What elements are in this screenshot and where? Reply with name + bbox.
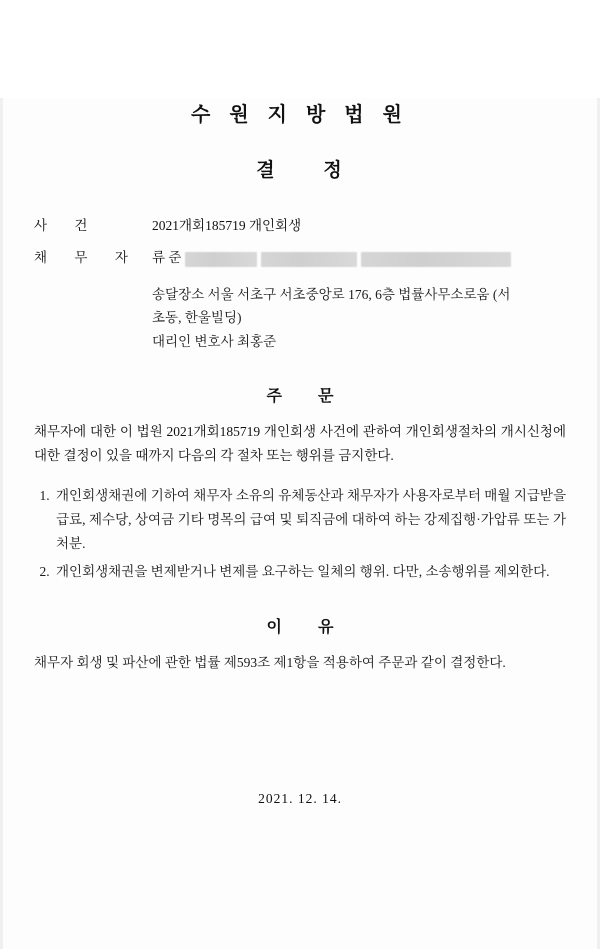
page-edge-left: [0, 98, 3, 949]
debtor-value: [152, 248, 566, 268]
document-page: [0, 98, 600, 949]
clause-item: 2. 개인회생채권을 변제받거나 변제를 요구하는 일체의 행위. 다만, 소송행위를 제외한다.: [53, 560, 566, 584]
service-address-block: [152, 283, 566, 354]
decision-date: 2021. 12. 14.: [258, 791, 342, 807]
reason-paragraph: 채무자 회생 및 파산에 관한 법률 제593조 제1항을 적용하여 주문과 같이 결정한다.: [34, 655, 506, 671]
attorney-line: 대리인 변호사 최홍준: [152, 333, 277, 349]
case-number-value: 2021개회185719 개인회생: [152, 218, 302, 233]
court-title: 수 원 지 방 법 원: [191, 104, 409, 126]
debtor-row: [34, 248, 566, 268]
clause-item: 1. 개인회생채권에 기하여 채무자 소유의 유체동산과 채무자가 사용자로부터 매월 지급받을 급료, 제수당, 상여금 기타 명목의 급여 및 퇴직금에 대하여 하는 강제집행·가압류 또는 가처분.: [53, 484, 566, 556]
clause-list: [34, 484, 566, 584]
reason-section-heading: 이 유: [266, 619, 350, 637]
document-type-title: 결 정: [256, 160, 364, 181]
main-paragraph: 채무자에 대한 이 법원 2021개회185719 개인회생 사건에 관하여 개인회생절차의 개시신청에 대한 결정이 있을 때까지 다음의 각 절차 또는 행위를 금지한다.: [34, 424, 566, 464]
case-field-block: [34, 216, 566, 353]
redaction-block: [361, 252, 511, 267]
case-number-label: 사 건: [34, 218, 100, 233]
redaction-block: [261, 252, 357, 267]
main-section-heading: 주 문: [266, 388, 350, 406]
case-number-row: [34, 216, 566, 236]
service-address-line-1: 송달장소 서울 서초구 서초중앙로 176, 6층 법률사무소로움 (서: [152, 286, 511, 302]
debtor-name: 류 준: [152, 250, 182, 266]
redaction-block: [185, 252, 257, 267]
service-address-line-2: 초동, 한울빌딩): [152, 310, 242, 326]
debtor-label: 채 무 자: [34, 250, 140, 266]
